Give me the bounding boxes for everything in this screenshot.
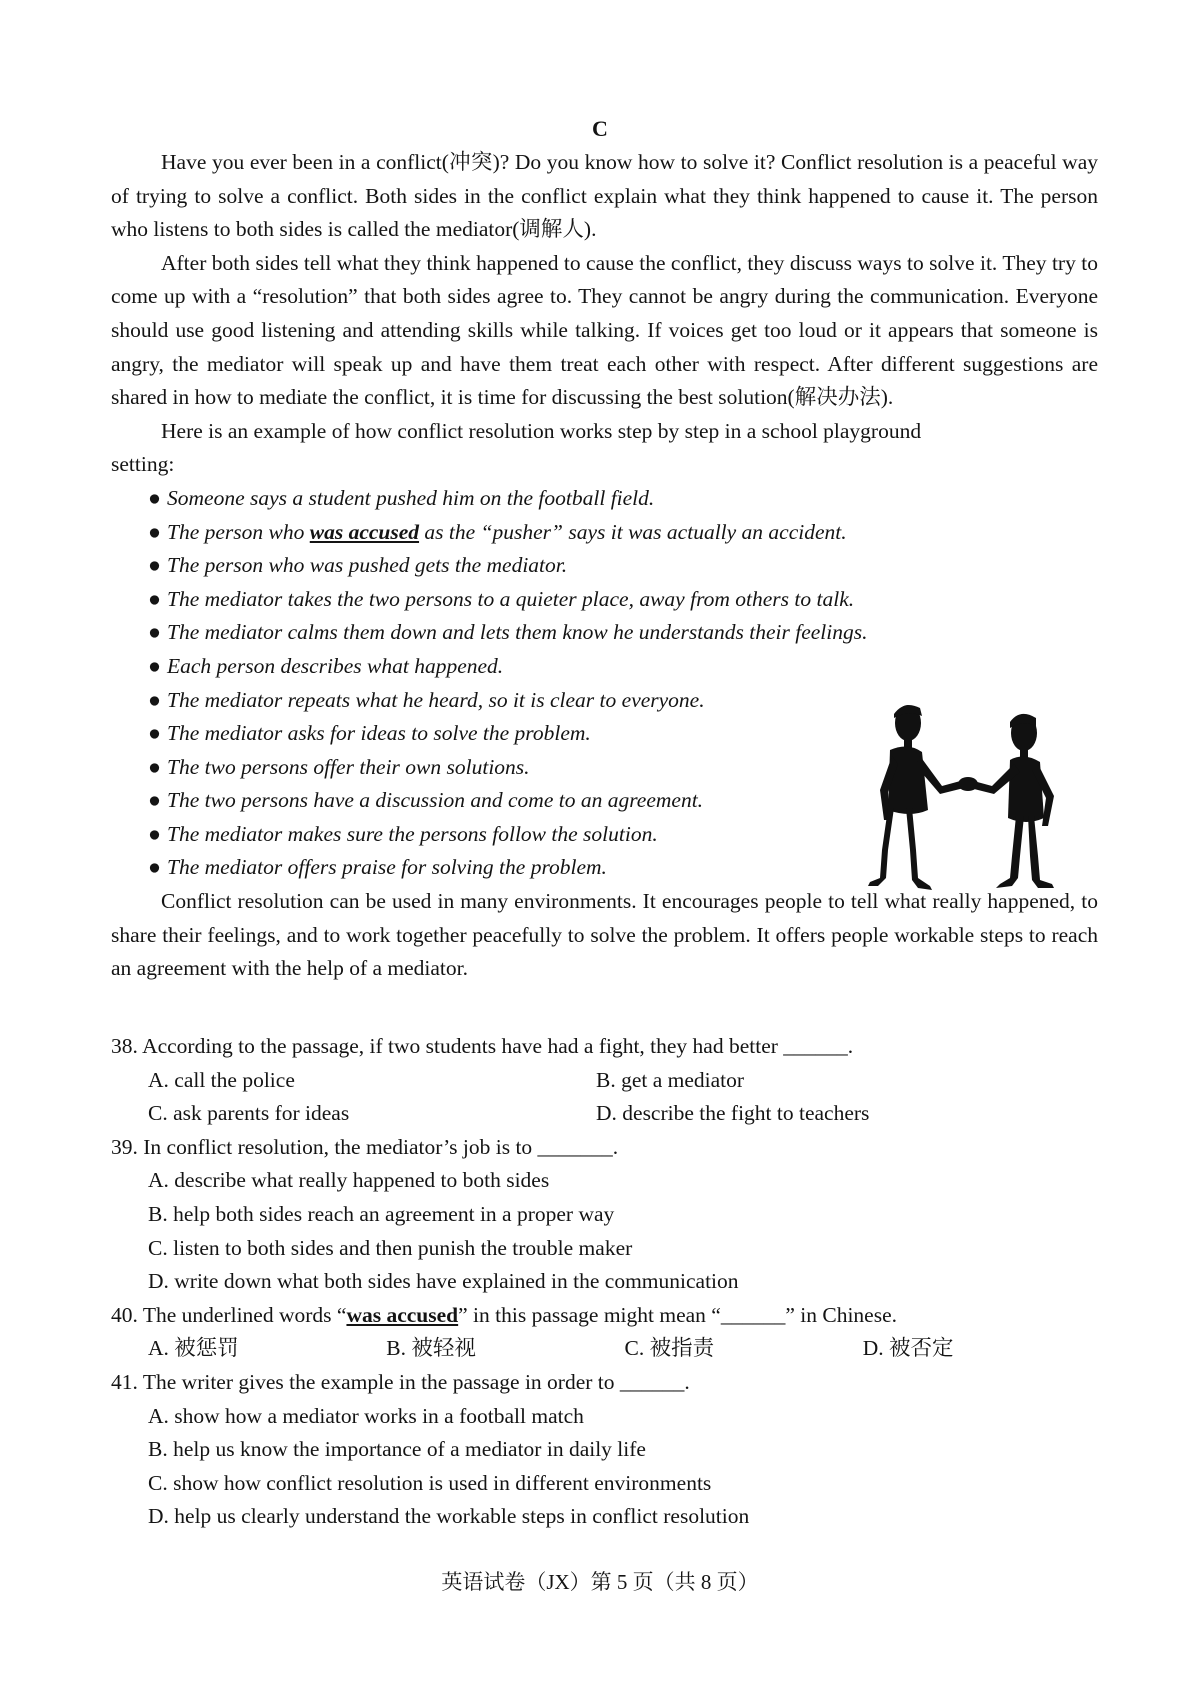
- bullet-icon: ●: [148, 485, 161, 510]
- step-item: [148, 482, 1098, 516]
- left-figure-body: [888, 746, 928, 814]
- step-text: The person who was pushed gets the mediator.: [167, 553, 568, 578]
- right-figure-leg-left: [996, 816, 1024, 888]
- page-footer: 英语试卷（JX）第 5 页（共 8 页）: [441, 1570, 759, 1594]
- passage-paragraph-3: [111, 415, 1098, 449]
- option-b: B. help both sides reach an agreement in a proper way: [148, 1201, 615, 1226]
- bullet-icon: ●: [148, 519, 161, 544]
- right-figure-leg-right: [1028, 816, 1054, 888]
- step-text: as the “pusher” says it was actually an accident.: [419, 519, 847, 544]
- option-a: A. describe what really happened to both sides: [148, 1168, 550, 1193]
- bullet-icon: ●: [148, 553, 161, 578]
- passage-paragraph-1: Have you ever been in a conflict(冲突)? Do you know how to solve it? Conflict resolution is a peaceful way of trying to solve a conflict. Both sides in the conflict explain what they think happened to cause it. The person who listens to both sides is called the mediator(调解人).: [111, 150, 1098, 242]
- option-b: B. 被轻视: [386, 1336, 476, 1361]
- bullet-icon: ●: [148, 586, 161, 611]
- option-d: D. 被否定: [862, 1336, 954, 1361]
- options-row: [111, 1064, 1101, 1098]
- step-item: [148, 650, 1098, 684]
- passage-paragraph-2: After both sides tell what they think happened to cause the conflict, they discuss ways to solve it. They try to come up with a “resolution” that both sides agree to. They cannot be angry during the communication. Everyone should use good listening and attending skills while talking. If voices get too loud or it appears that someone is angry, the mediator will speak up and have them treat each other with respect. After different suggestions are shared in how to mediate the conflict, it is time for discussing the best solution(解决办法).: [111, 250, 1098, 410]
- question-38: [111, 1030, 1101, 1131]
- step-text: The mediator offers praise for solving the problem.: [167, 855, 607, 880]
- step-text: The mediator calms them down and lets them know he understands their feelings.: [167, 620, 868, 645]
- step-text: The two persons have a discussion and come to an agreement.: [167, 788, 704, 813]
- questions-section: [111, 1030, 1101, 1534]
- question-stem: 38. According to the passage, if two students have had a fight, they had better ______.: [111, 1034, 854, 1058]
- question-39: [111, 1131, 1101, 1299]
- options-row: [111, 1097, 1101, 1131]
- question-stem: [111, 1299, 1101, 1333]
- question-stem-text: 40. The underlined words “: [111, 1302, 347, 1327]
- bullet-icon: ●: [148, 653, 161, 678]
- option-b: B. help us know the importance of a mediator in daily life: [148, 1437, 646, 1462]
- option-d: D. write down what both sides have explained in the communication: [148, 1269, 739, 1294]
- question-stem: 41. The writer gives the example in the passage in order to ______.: [111, 1369, 690, 1394]
- option-a: A. call the police: [148, 1067, 295, 1092]
- question-41: [111, 1366, 1101, 1534]
- step-text: Someone says a student pushed him on the football field.: [167, 485, 655, 510]
- passage-paragraph-3-tail: setting:: [111, 452, 175, 477]
- option-c: C. listen to both sides and then punish the trouble maker: [148, 1235, 633, 1260]
- option-d: D. help us clearly understand the workable steps in conflict resolution: [148, 1504, 750, 1529]
- option-c: C. show how conflict resolution is used in different environments: [148, 1470, 712, 1495]
- step-item: [148, 616, 1098, 650]
- step-text: The mediator makes sure the persons follow the solution.: [167, 821, 658, 846]
- bullet-icon: ●: [148, 855, 161, 880]
- option-b: B. get a mediator: [596, 1067, 745, 1092]
- options-row: [111, 1332, 1101, 1366]
- step-text: The two persons offer their own solutions.: [167, 754, 530, 779]
- step-text: The mediator repeats what he heard, so it is clear to everyone.: [167, 687, 705, 712]
- bullet-icon: ●: [148, 754, 161, 779]
- step-item: [148, 583, 1098, 617]
- question-40: [111, 1299, 1101, 1366]
- option-d: D. describe the fight to teachers: [596, 1101, 870, 1126]
- step-item: [148, 516, 1098, 550]
- step-text: The mediator takes the two persons to a quieter place, away from others to talk.: [167, 586, 855, 611]
- step-text: The person who: [167, 519, 310, 544]
- bullet-icon: ●: [148, 620, 161, 645]
- section-heading: C: [592, 116, 608, 141]
- left-figure-leg-left: [868, 808, 894, 886]
- bullet-icon: ●: [148, 788, 161, 813]
- passage-paragraph-3-text: Here is an example of how conflict resolution works step by step in a school playground: [161, 418, 922, 443]
- option-c: C. ask parents for ideas: [148, 1101, 350, 1126]
- underlined-phrase: was accused: [346, 1302, 459, 1327]
- bullet-icon: ●: [148, 721, 161, 746]
- step-item: [148, 549, 1098, 583]
- handshake-figures: [868, 705, 1054, 890]
- passage-paragraph-4: Conflict resolution can be used in many environments. It encourages people to tell what really happened, to share their feelings, and to work together peacefully to solve the problem. It offers people workable steps to reach an agreement with the help of a mediator.: [111, 889, 1098, 981]
- option-a: A. show how a mediator works in a football match: [148, 1403, 584, 1428]
- bullet-icon: ●: [148, 687, 161, 712]
- option-a: A. 被惩罚: [148, 1336, 239, 1361]
- left-figure-leg-right: [906, 808, 932, 890]
- question-stem-text: ” in this passage might mean “______” in Chinese.: [458, 1302, 898, 1327]
- underlined-phrase: was accused: [309, 519, 420, 544]
- bullet-icon: ●: [148, 821, 161, 846]
- step-text: Each person describes what happened.: [167, 653, 504, 678]
- step-text: The mediator asks for ideas to solve the problem.: [167, 721, 591, 746]
- question-stem: 39. In conflict resolution, the mediator’s job is to _______.: [111, 1134, 619, 1159]
- option-c: C. 被指责: [624, 1336, 715, 1361]
- handshake-illustration: [860, 700, 1070, 900]
